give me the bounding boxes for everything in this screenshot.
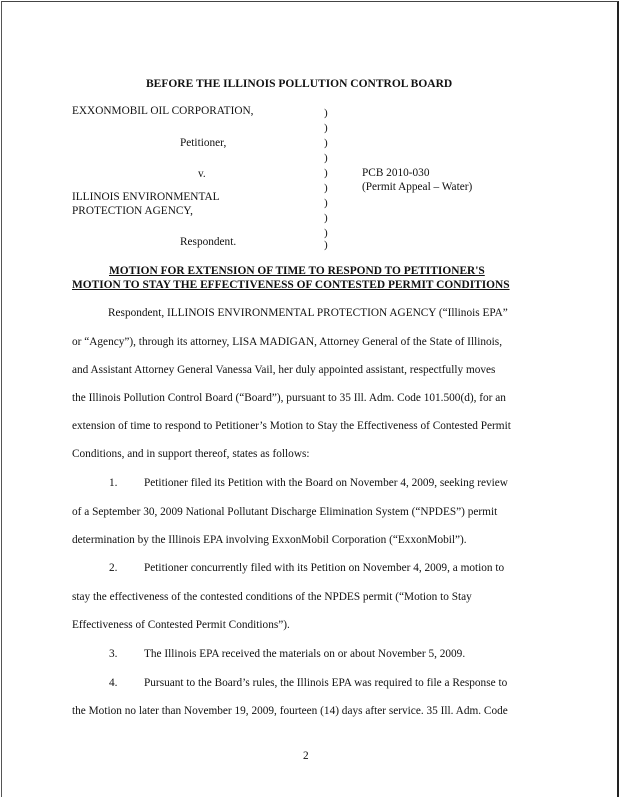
bracket-char: ) [324,137,328,149]
bracket-char: ) [324,212,328,224]
bracket-char: ) [324,152,328,164]
paragraph-number: 3. [109,648,118,660]
petitioner-role: Petitioner, [180,137,227,149]
bracket-char: ) [324,197,328,209]
paragraph-number: 2. [109,562,118,574]
body-line: the Motion no later than November 19, 2009, fourteen (14) days after service. 35 Ill. Adm. Code [72,705,508,717]
respondent-name-line2: PROTECTION AGENCY, [72,205,193,217]
body-line: determination by the Illinois EPA involving ExxonMobil Corporation (“ExxonMobil”). [72,534,467,546]
body-line: Petitioner filed its Petition with the Board on November 4, 2009, seeking review [144,477,508,489]
case-number: PCB 2010-030 [362,167,430,179]
body-line: stay the effectiveness of the contested conditions of the NPDES permit (“Motion to Stay [72,591,472,603]
body-line: and Assistant Attorney General Vanessa Vail, her duly appointed assistant, respectfully moves [72,364,496,376]
body-line: of a September 30, 2009 National Pollutant Discharge Elimination System (“NPDES”) permit [72,506,498,518]
respondent-role: Respondent. [180,236,237,248]
body-line: Conditions, and in support thereof, states as follows: [72,448,310,460]
body-line: or “Agency”), through its attorney, LISA MADIGAN, Attorney General of the State of Illinois, [72,336,503,348]
page-number: 2 [303,750,309,762]
bracket-char: ) [324,227,328,239]
body-line: Petitioner concurrently filed with its Petition on November 4, 2009, a motion to [144,562,505,574]
body-line: extension of time to respond to Petitioner’s Motion to Stay the Effectiveness of Contested Permit [72,420,511,432]
respondent-name-line1: ILLINOIS ENVIRONMENTAL [72,191,220,203]
bracket-char: ) [324,122,328,134]
petitioner-name: EXXONMOBIL OIL CORPORATION, [72,105,254,117]
bracket-char: ) [324,239,328,251]
motion-title-line1: MOTION FOR EXTENSION OF TIME TO RESPOND TO PETITIONER'S [109,265,485,277]
body-line: Respondent, ILLINOIS ENVIRONMENTAL PROTECTION AGENCY (“Illinois EPA” [108,307,508,319]
body-line: The Illinois EPA received the materials on or about November 5, 2009. [144,648,466,660]
body-line: Effectiveness of Contested Permit Conditions”). [72,619,290,631]
bracket-char: ) [324,182,328,194]
motion-title-line2: MOTION TO STAY THE EFFECTIVENESS OF CONTESTED PERMIT CONDITIONS [72,279,510,291]
paragraph-number: 1. [109,477,118,489]
bracket-char: ) [324,107,328,119]
bracket-char: ) [324,167,328,179]
court-heading: BEFORE THE ILLINOIS POLLUTION CONTROL BOARD [146,78,453,90]
paragraph-number: 4. [109,677,118,689]
body-line: the Illinois Pollution Control Board (“Board”), pursuant to 35 Ill. Adm. Code 101.500(d), for an [72,392,506,404]
body-line: Pursuant to the Board’s rules, the Illinois EPA was required to file a Response to [144,677,508,689]
case-type: (Permit Appeal – Water) [362,181,473,193]
versus-label: v. [198,168,206,180]
